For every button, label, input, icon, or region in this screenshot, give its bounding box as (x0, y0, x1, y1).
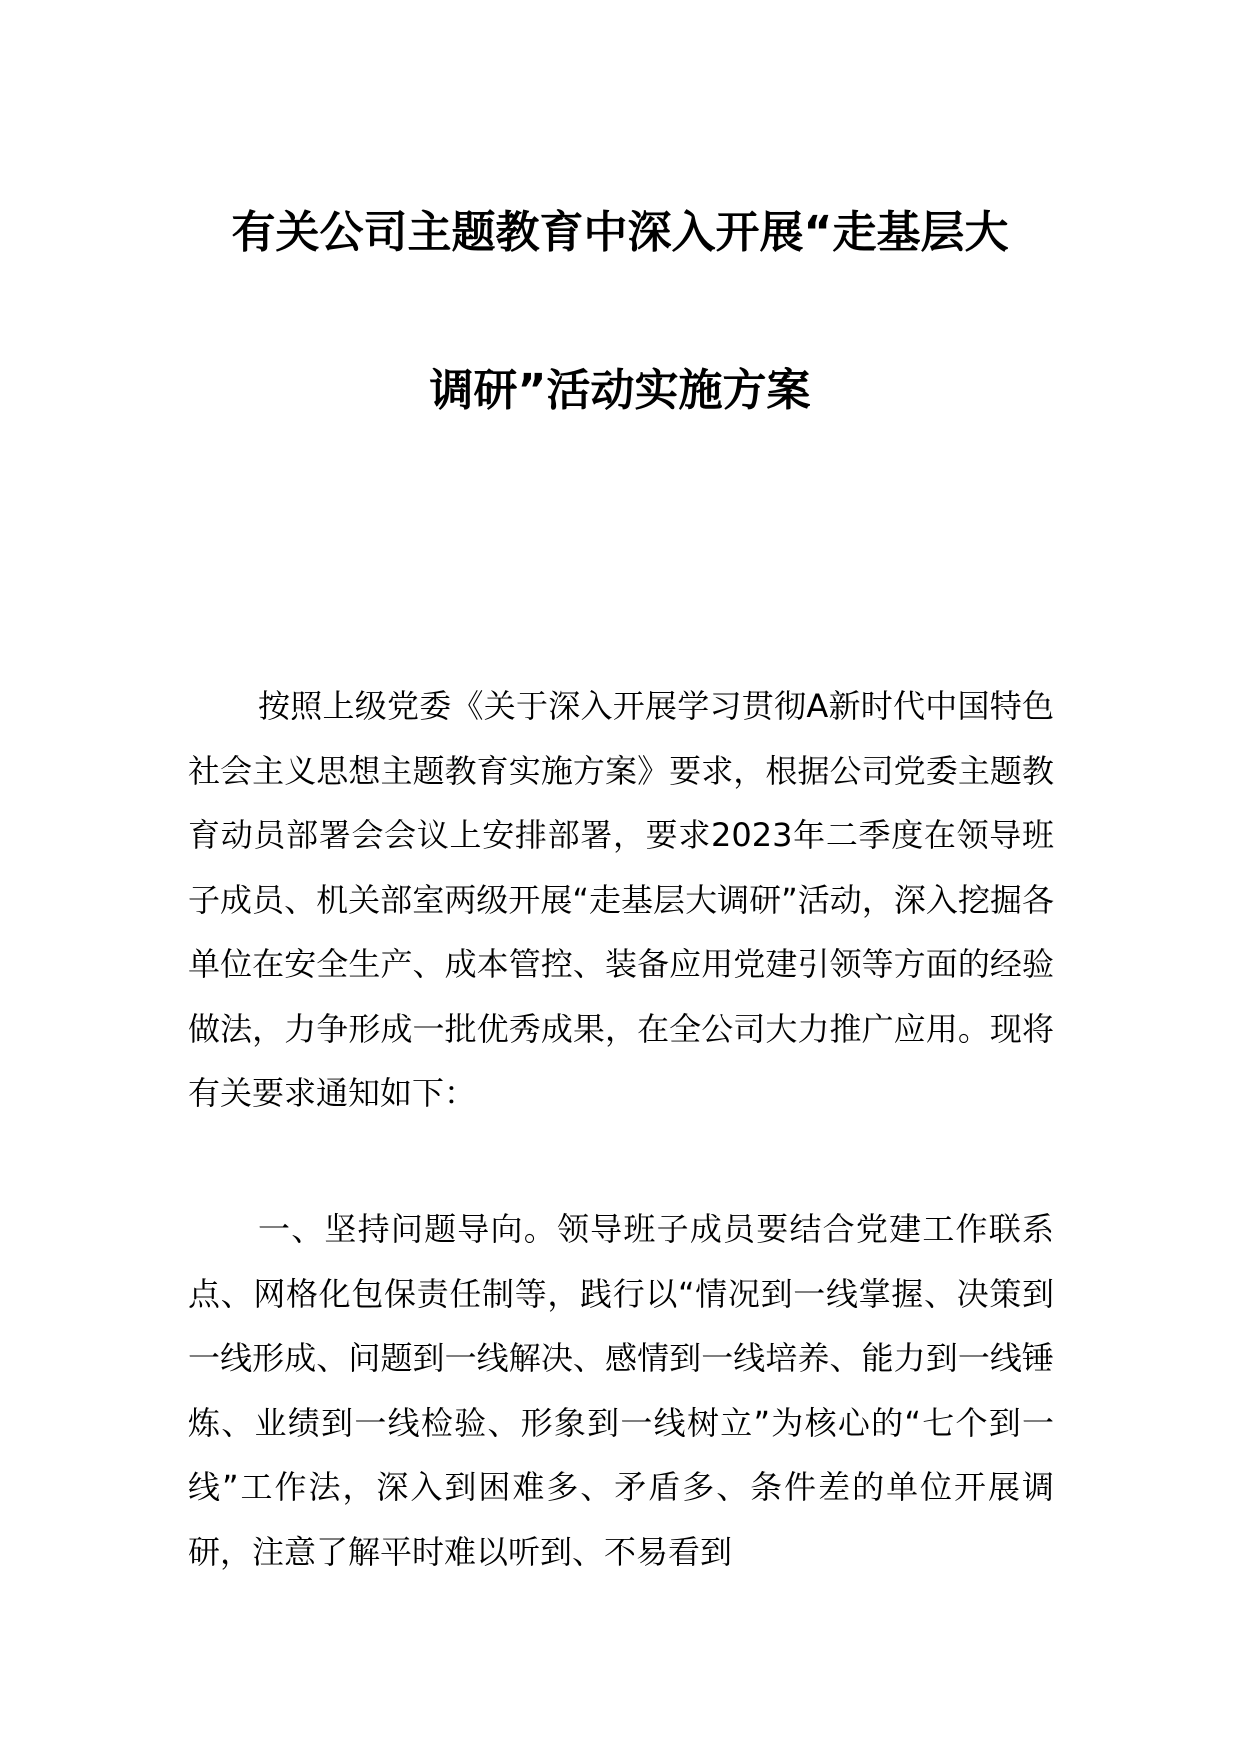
body-paragraph-section-1: 一、坚持问题导向。领导班子成员要结合党建工作联系点、网格化包保责任制等，践行以“情况到一线掌握、决策到一线形成、问题到一线解决、感情到一线培养、能力到一线锤炼、业绩到一线检验、形象到一线树立”为核心的“七个到一线”工作法，深入到困难多、矛盾多、条件差的单位开展调研，注意了解平时难以听到、不易看到 (188, 1210, 1054, 1571)
body-paragraph-intro: 按照上级党委《关于深入开展学习贯彻A新时代中国特色社会主义思想主题教育实施方案》要求，根据公司党委主题教育动员部署会会议上安排部署，要求2023年二季度在领导班子成员、机关部室两级开展“走基层大调研”活动，深入挖掘各单位在安全生产、成本管控、装备应用党建引领等方面的经验做法，力争形成一批优秀成果，在全公司大力推广应用。现将有关要求通知如下： (188, 687, 1054, 1112)
document-title-line-1: 有关公司主题教育中深入开展“走基层大 (231, 207, 1009, 258)
document-title-line-2: 调研”活动实施方案 (429, 365, 811, 416)
